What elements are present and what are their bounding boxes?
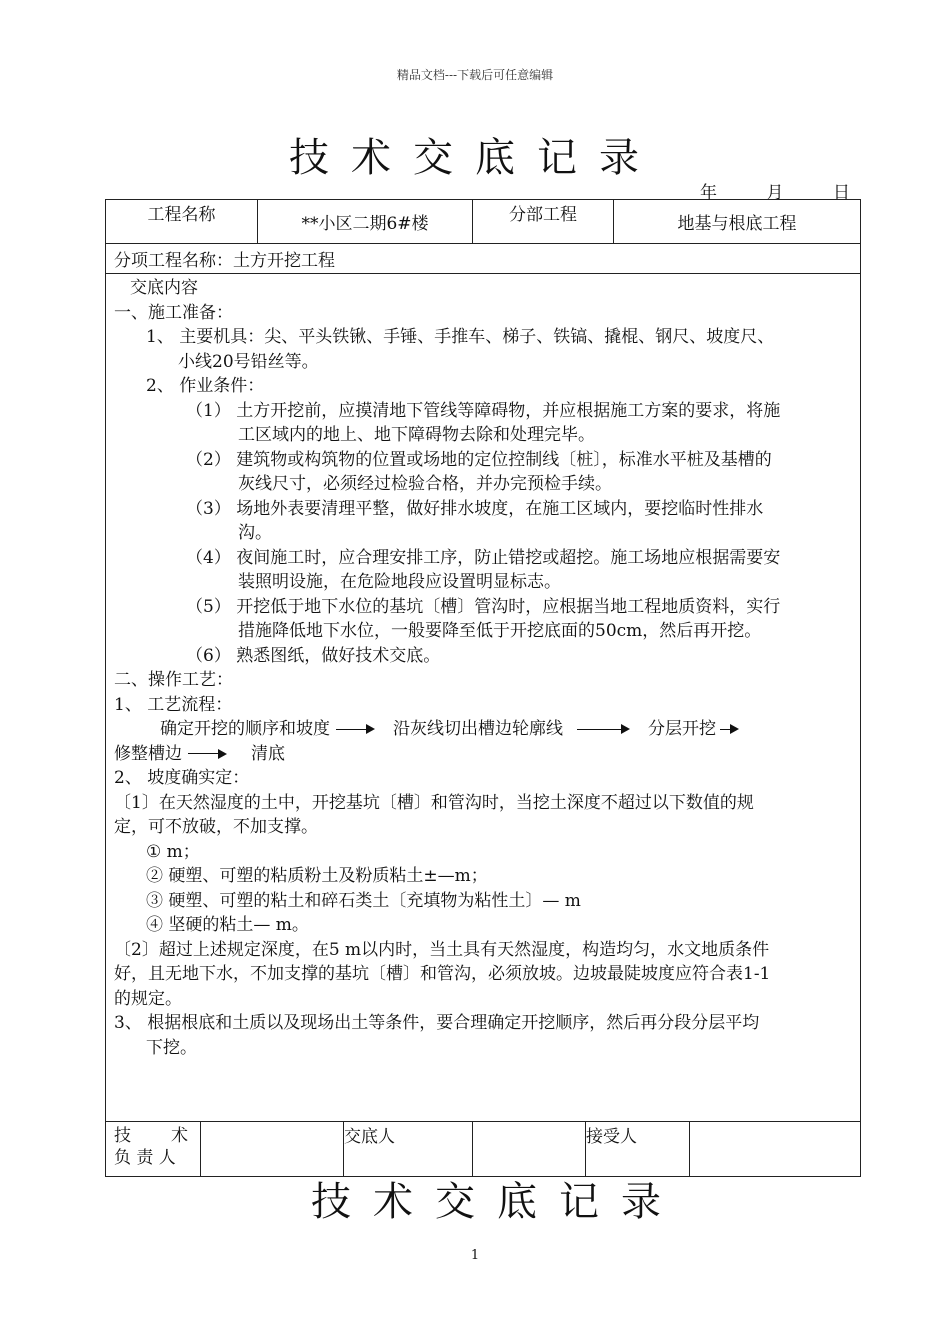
content-heading: 交底内容: [130, 278, 198, 298]
condition-num: （4）: [186, 547, 231, 568]
slope-item-2: ② 硬塑、可塑的粘质粉土及粉质粘土±—m；: [146, 866, 488, 886]
condition-num: （6）: [186, 645, 231, 666]
condition-2: （2） 建筑物或构筑物的位置或场地的定位控制线〔桩〕，标准水平桩及基槽的: [186, 449, 772, 470]
arrow-right-icon: [336, 724, 375, 734]
condition-num: （5）: [186, 596, 231, 617]
slope-item-4: ④ 坚硬的粘土— m。: [146, 915, 309, 935]
page-number: 1: [470, 1248, 480, 1263]
condition-2-cont: 灰线尺寸，必须经过检验合格，并办完预检手续。: [238, 474, 612, 494]
condition-4-cont: 装照明设施，在危险地段应设置明显标志。: [238, 572, 561, 592]
slope-para-1-line-1: 〔1〕在天然湿度的土中，开挖基坑〔槽〕和管沟时，当挖土深度不超过以下数值的规: [114, 792, 754, 813]
record-table: [105, 199, 861, 1177]
condition-num: （2）: [186, 449, 231, 470]
tech-lead-label: 技 术 负 责 人: [106, 1122, 201, 1177]
page-title: 技术交底记录: [289, 135, 661, 181]
process-flow-row-1: [114, 717, 852, 742]
disclosure-content: [106, 274, 861, 1122]
arrow-right-icon: [188, 749, 227, 759]
project-name-value: **小区二期6#楼: [258, 200, 473, 244]
flow-step-4: 修整槽边: [114, 743, 182, 764]
condition-1-cont: 工区域内的地上、地下障碍物去除和处理完毕。: [238, 425, 595, 445]
process-flow-heading: 1、 工艺流程：: [114, 694, 233, 715]
excavation-order-line-2: 下挖。: [146, 1037, 197, 1058]
condition-5: （5） 开挖低于地下水位的基坑〔槽〕管沟时，应根据当地工程地质资料，实行: [186, 596, 781, 617]
condition-3-cont: 沟。: [238, 523, 272, 543]
discloser-signature-field[interactable]: [473, 1122, 586, 1177]
division-label: 分部工程: [473, 200, 614, 244]
date-day: 日: [833, 183, 850, 203]
condition-3: （3） 场地外表要清理平整，做好排水坡度，在施工区域内，要挖临时性排水: [186, 498, 764, 519]
arrow-right-icon: [720, 724, 739, 734]
project-name-label: 工程名称: [106, 200, 258, 244]
receiver-signature-field[interactable]: [690, 1122, 861, 1177]
slope-para-2-line-3: 的规定。: [114, 988, 182, 1009]
flow-step-3: 分层开挖: [648, 719, 716, 739]
slope-para-2-line-1: 〔2〕超过上述规定深度，在5 m以内时，当土具有天然湿度，构造均匀，水文地质条件: [114, 939, 770, 960]
tech-lead-signature-field[interactable]: [201, 1122, 344, 1177]
section-2-heading: 二、操作工艺：: [114, 670, 233, 690]
excavation-order-line-1: 3、 根据根底和土质以及现场出土等条件，要合理确定开挖顺序，然后再分段分层平均: [114, 1013, 760, 1033]
date-year: 年: [700, 183, 717, 203]
slope-item-3: ③ 硬塑、可塑的粘土和碎石类土〔充填物为粘性土〕— m: [146, 890, 581, 911]
division-value: 地基与根底工程: [614, 200, 861, 244]
date-month: 月: [766, 183, 784, 203]
discloser-label: 交底人: [344, 1122, 473, 1177]
condition-num: （1）: [186, 400, 231, 421]
condition-6: （6） 熟悉图纸，做好技术交底。: [186, 645, 441, 666]
condition-5-cont: 措施降低地下水位，一般要降至低于开挖底面的50cm，然后再开挖。: [238, 621, 762, 641]
condition-1: （1） 土方开挖前，应摸清地下管线等障碍物，并应根据施工方案的要求，将施: [186, 400, 781, 421]
flow-step-1: 确定开挖的顺序和坡度: [160, 719, 330, 739]
tools-line-1: 1、 主要机具：尖、平头铁锹、手锤、手推车、梯子、铁镐、撬棍、钢尺、坡度尺、: [146, 327, 775, 347]
slope-para-2-line-2: 好，且无地下水，不加支撑的基坑〔槽〕和管沟，必须放坡。边坡最陡坡度应符合表1-1: [114, 964, 771, 984]
conditions-heading: 2、 作业条件：: [146, 376, 265, 396]
section-1-heading: 一、施工准备：: [114, 302, 233, 323]
header-note: 精品文档---下载后可任意编辑: [396, 68, 554, 82]
page-title-repeat: 技术交底记录: [311, 1179, 683, 1225]
flow-step-5: 清底: [251, 743, 285, 764]
slope-para-1-line-2: 定，可不放破，不加支撑。: [114, 817, 318, 837]
tools-line-2: 小线20号铅丝等。: [178, 351, 319, 372]
flow-step-2: 沿灰线切出槽边轮廓线: [393, 719, 563, 739]
slope-heading: 2、 坡度确实定：: [114, 768, 250, 788]
arrow-right-icon: [577, 724, 630, 734]
condition-num: （3）: [186, 498, 231, 519]
process-flow-row-2: [114, 742, 852, 767]
receiver-label: 接受人: [586, 1122, 690, 1177]
slope-item-1: ① m；: [146, 841, 200, 862]
subitem-name: 分项工程名称：土方开挖工程: [106, 244, 861, 274]
condition-4: （4） 夜间施工时，应合理安排工序，防止错挖或超挖。施工场地应根据需要安: [186, 547, 781, 568]
